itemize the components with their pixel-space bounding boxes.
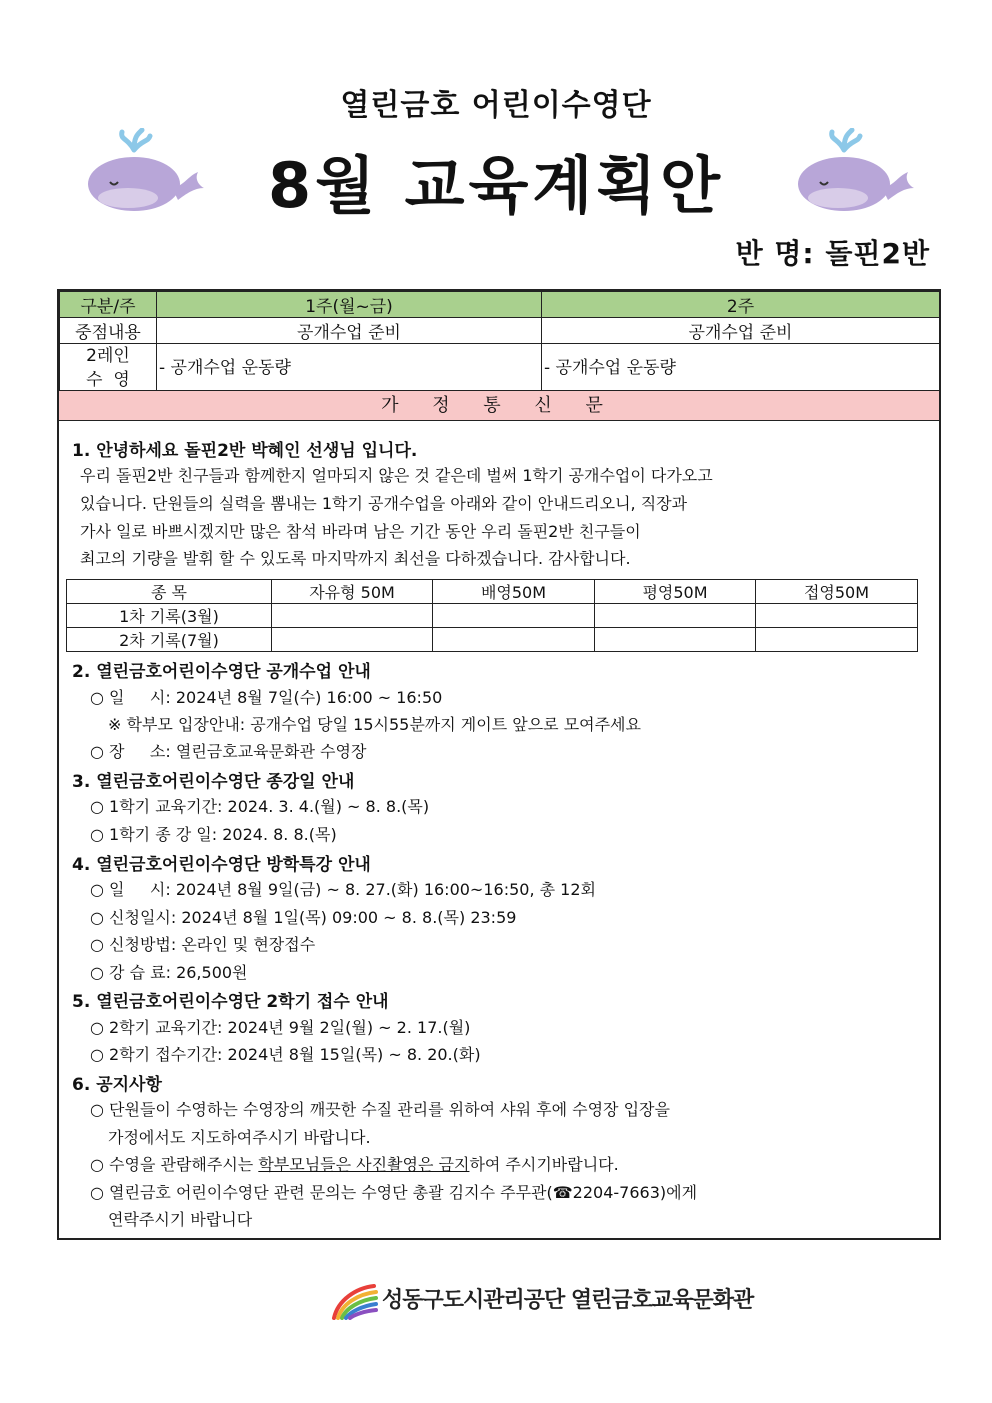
records-table xyxy=(66,579,918,652)
list-item: ○ 2학기 접수기간: 2024년 8월 15일(목) ~ 8. 20.(화) xyxy=(90,1045,481,1064)
section-heading: 2. 열린금호어린이수영단 공개수업 안내 xyxy=(72,662,371,682)
paragraph-line: 가사 일로 바쁘시겠지만 많은 참석 바라며 남은 기간 동안 우리 돌핀2반 친구들이 xyxy=(80,522,641,541)
text-segment: ○ 수영을 관람해주시는 xyxy=(90,1155,259,1174)
table-cell: 공개수업 준비 xyxy=(542,318,940,344)
list-item-continuation: 연락주시기 바랍니다 xyxy=(108,1210,253,1229)
list-item: ○ 일 시: 2024년 8월 7일(수) 16:00 ~ 16:50 xyxy=(90,688,443,707)
list-item: ○ 단원들이 수영하는 수영장의 깨끗한 수질 관리를 위하여 샤워 후에 수영장 입장을 xyxy=(90,1100,670,1119)
footer-organization: 성동구도시관리공단 열린금호교육문화관 xyxy=(382,1288,754,1313)
section-heading: 3. 열린금호어린이수영단 종강일 안내 xyxy=(72,772,355,792)
weekly-plan-table xyxy=(59,291,940,393)
table-cell xyxy=(272,628,433,652)
list-item: ○ 장 소: 열린금호교육문화관 수영장 xyxy=(90,742,367,761)
page-subtitle: 열린금호 어린이수영단 xyxy=(340,88,652,123)
rainbow-logo-icon xyxy=(330,1278,380,1320)
section-heading: 6. 공지사항 xyxy=(72,1075,162,1095)
table-row xyxy=(60,344,940,393)
notice-title-bar: 가 정 통 신 문 xyxy=(59,390,939,421)
section-heading: 1. 안녕하세요 돌핀2반 박혜인 선생님 입니다. xyxy=(72,441,418,461)
table-header-cell: 구분/주 xyxy=(60,292,157,318)
table-cell xyxy=(433,628,595,652)
list-item: ○ 1학기 종 강 일: 2024. 8. 8.(목) xyxy=(90,825,337,844)
list-item: ○ 신청방법: 온라인 및 현장접수 xyxy=(90,935,316,954)
table-cell xyxy=(595,628,756,652)
page-title: 8월 교육계획안 xyxy=(267,149,725,222)
table-cell xyxy=(756,604,918,628)
list-item: ○ 열린금호 어린이수영단 관련 문의는 수영단 총괄 김지수 주무관(☎2204-7663)에게 xyxy=(90,1183,698,1202)
table-cell: 2차 기록(7월) xyxy=(67,628,272,652)
list-item: ○ 신청일시: 2024년 8월 1일(목) 09:00 ~ 8. 8.(목) 23:59 xyxy=(90,908,517,927)
table-header-row xyxy=(60,292,940,318)
list-item: ○ 1학기 교육기간: 2024. 3. 4.(월) ~ 8. 8.(목) xyxy=(90,797,430,816)
section-heading: 5. 열린금호어린이수영단 2학기 접수 안내 xyxy=(72,992,389,1012)
list-item xyxy=(90,1152,619,1175)
table-cell: - 공개수업 운동량 xyxy=(542,344,940,393)
row-label-line: 2레인 xyxy=(86,346,130,366)
row-label: 중점내용 xyxy=(60,318,157,344)
table-cell xyxy=(272,604,433,628)
list-item: ○ 강 습 료: 26,500원 xyxy=(90,963,248,982)
table-header-cell: 1주(월~금) xyxy=(157,292,542,318)
class-name: 반 명: 돌핀2반 xyxy=(735,237,930,270)
row-label-line: 수 영 xyxy=(86,370,130,390)
table-header-cell: 2주 xyxy=(542,292,940,318)
paragraph-line: 최고의 기량을 발휘 할 수 있도록 마지막까지 최선을 다하겠습니다. 감사합니다. xyxy=(80,549,631,568)
table-cell: 1차 기록(3월) xyxy=(67,604,272,628)
list-item: ○ 2학기 교육기간: 2024년 9월 2일(월) ~ 2. 17.(월) xyxy=(90,1018,471,1037)
table-cell: - 공개수업 운동량 xyxy=(157,344,542,393)
table-header-cell: 배영50M xyxy=(433,580,595,604)
table-cell xyxy=(595,604,756,628)
table-row xyxy=(67,628,918,652)
row-label xyxy=(60,344,157,393)
table-header-row xyxy=(67,580,918,604)
section-heading: 4. 열린금호어린이수영단 방학특강 안내 xyxy=(72,855,371,875)
table-row xyxy=(60,318,940,344)
table-header-cell: 자유형 50M xyxy=(272,580,433,604)
list-item-continuation: 가정에서도 지도하여주시기 바랍니다. xyxy=(108,1128,371,1147)
table-header-cell: 접영50M xyxy=(756,580,918,604)
paragraph-line: 있습니다. 단원들의 실력을 뽐내는 1학기 공개수업을 아래와 같이 안내드리오니, 직장과 xyxy=(80,494,688,513)
underlined-text: 학부모님들은 사진촬영은 금지 xyxy=(258,1155,470,1174)
table-row xyxy=(67,604,918,628)
table-cell xyxy=(433,604,595,628)
table-header-cell: 종 목 xyxy=(67,580,272,604)
list-item: ※ 학부모 입장안내: 공개수업 당일 15시55분까지 게이트 앞으로 모여주세요 xyxy=(108,715,641,734)
table-cell xyxy=(756,628,918,652)
table-cell: 공개수업 준비 xyxy=(157,318,542,344)
list-item: ○ 일 시: 2024년 8월 9일(금) ~ 8. 27.(화) 16:00~16:50, 총 12회 xyxy=(90,880,596,899)
text-segment: 하여 주시기바랍니다. xyxy=(469,1155,619,1174)
paragraph-line: 우리 돌핀2반 친구들과 함께한지 얼마되지 않은 것 같은데 벌써 1학기 공개수업이 다가오고 xyxy=(80,466,713,485)
table-header-cell: 평영50M xyxy=(595,580,756,604)
